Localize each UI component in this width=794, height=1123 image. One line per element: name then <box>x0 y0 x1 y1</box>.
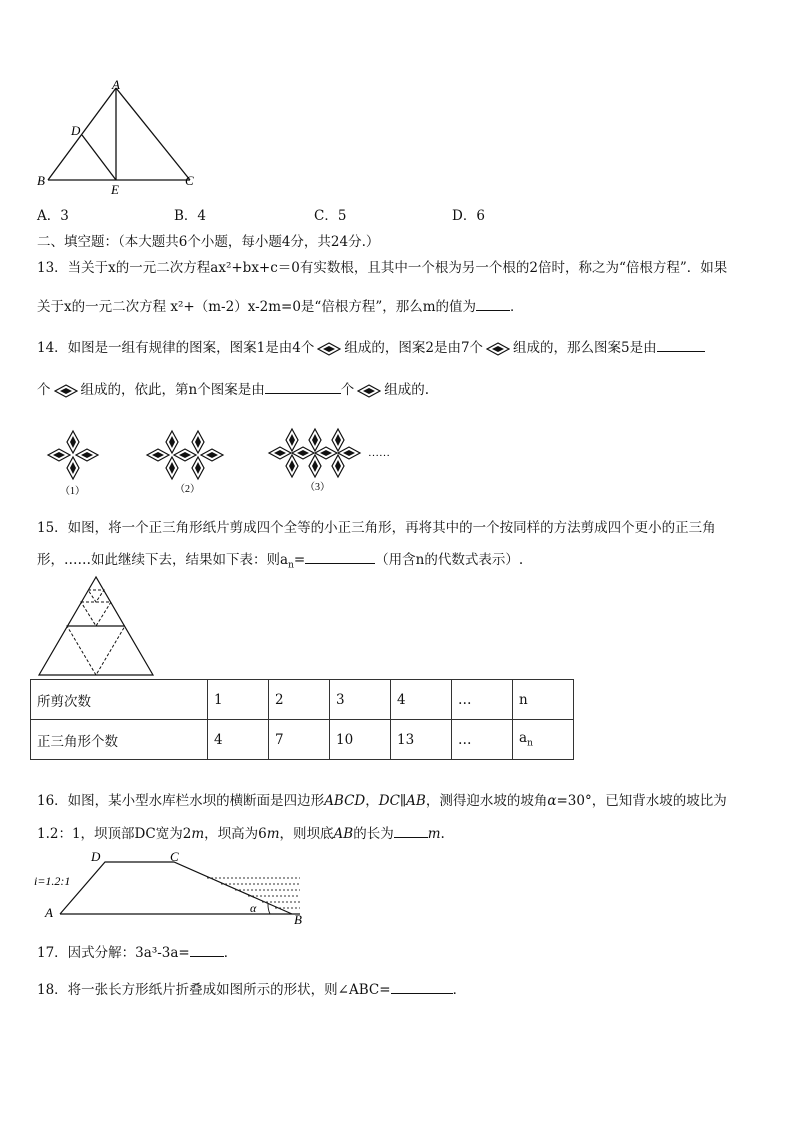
q15-table <box>30 679 574 760</box>
q14-answer-blank-1[interactable] <box>657 338 705 352</box>
label-d: D <box>71 123 81 138</box>
diamond-icon <box>486 342 510 356</box>
q15-line2-a: 形，……如此继续下去，结果如下表：则a <box>37 552 289 568</box>
table-cell: 4 <box>208 720 269 760</box>
diamond-icon <box>357 384 381 398</box>
q16-l1-f: α <box>547 793 557 809</box>
q16-l1-d: DC∥AB <box>378 793 426 809</box>
ellipsis: …… <box>368 447 390 459</box>
an-base: a <box>519 730 528 747</box>
q16-l1-b: ABCD <box>324 793 366 809</box>
table-row <box>31 720 574 760</box>
q15-sub-n: n <box>288 560 294 571</box>
option-b[interactable]: B．4 <box>174 208 207 224</box>
table-cell: 13 <box>391 720 452 760</box>
pattern-3-label: （3） <box>305 482 330 493</box>
q17-answer-blank[interactable] <box>190 943 224 957</box>
table-cell: 正三角形个数 <box>31 720 208 760</box>
pattern-3 <box>269 429 360 477</box>
pattern-2 <box>147 431 223 479</box>
option-a[interactable]: A．3 <box>37 208 69 224</box>
table-cell: 10 <box>330 720 391 760</box>
q14-l1-c: 组成的，那么图案5是由 <box>513 340 657 356</box>
label-b: B <box>37 173 45 188</box>
label-alpha: α <box>250 901 257 915</box>
q16-l2-m2: m <box>266 826 280 842</box>
q16-l2-e: . <box>440 826 445 842</box>
label-a: A <box>112 78 120 92</box>
figure-dam-q16 <box>32 848 312 928</box>
q17 <box>37 943 237 962</box>
q18-end: ． <box>452 982 467 998</box>
figure-patterns-q14 <box>40 420 400 500</box>
table-cell: 4 <box>391 680 452 720</box>
q16-l2-m1: m <box>191 826 205 842</box>
option-d[interactable]: D．6 <box>452 208 485 224</box>
q18-text: 18．将一张长方形纸片折叠成如图所示的形状，则∠ABC= <box>37 982 391 998</box>
q17-end: ． <box>223 945 238 961</box>
label-a: A <box>45 905 53 920</box>
an-sub: n <box>527 738 533 749</box>
q16-l2-ab: AB <box>333 826 354 842</box>
option-c[interactable]: C．5 <box>314 208 347 224</box>
figure-triangle-q12 <box>32 78 207 198</box>
table-cell: n <box>513 680 574 720</box>
q15-answer-blank[interactable] <box>305 550 375 564</box>
q13-line1: 13．当关于x的一元二次方程ax²+bx+c＝0有实数根，且其中一个根为另一个根的2倍时，称之为“倍根方程”．如果 <box>37 260 728 276</box>
pattern-1 <box>48 431 98 479</box>
q14-answer-blank-2[interactable] <box>265 380 341 394</box>
q13-answer-blank[interactable] <box>476 297 510 311</box>
q18 <box>37 980 466 999</box>
label-e: E <box>111 182 119 197</box>
diamond-icon <box>54 384 78 398</box>
q14-l2-a: 个 <box>37 382 51 398</box>
section-heading: 二、填空题：（本大题共6个小题，每小题4分，共24分.） <box>37 234 380 250</box>
q15-line2 <box>37 550 523 575</box>
q16-l2-d: 的长为 <box>353 826 394 842</box>
q15-line2-c: （用含n的代数式表示）. <box>375 552 524 568</box>
q17-text: 17．因式分解：3a³-3a= <box>37 945 190 961</box>
pattern-2-label: （2） <box>175 484 200 495</box>
figure-triangle-q15 <box>36 575 158 679</box>
q13-line2-end: ． <box>510 299 524 315</box>
q16-l1-g: =30°，已知背水坡的坡比为 <box>556 793 727 809</box>
q14-l1-a: 14．如图是一组有规律的图案，图案1是由4个 <box>37 340 315 356</box>
table-row <box>31 680 574 720</box>
table-cell: 7 <box>269 720 330 760</box>
slope-label: i=1.2:1 <box>34 874 71 888</box>
label-c: C <box>185 173 194 188</box>
q14-line1 <box>37 338 705 357</box>
q16-line2 <box>37 824 445 843</box>
q16-l2-b: ，坝高为6 <box>204 826 267 842</box>
q16-l2-c: ，则坝底 <box>279 826 334 842</box>
label-b: B <box>294 912 302 927</box>
pattern-1-label: （1） <box>60 486 85 497</box>
table-cell: … <box>452 680 513 720</box>
table-cell: 所剪次数 <box>31 680 208 720</box>
q16-line1 <box>37 792 727 810</box>
q15-line1: 15．如图，将一个正三角形纸片剪成四个全等的小正三角形，再将其中的一个按同样的方法剪成四个更小的正三角 <box>37 520 716 536</box>
q14-l2-d: 组成的. <box>384 382 429 398</box>
table-cell: 1 <box>208 680 269 720</box>
q14-l1-b: 组成的，图案2是由7个 <box>344 340 484 356</box>
diamond-icon <box>317 342 341 356</box>
table-cell: 2 <box>269 680 330 720</box>
q15-line2-b: = <box>293 552 306 568</box>
q16-answer-blank[interactable] <box>394 824 428 838</box>
q14-l2-c: 个 <box>340 382 355 398</box>
q13-line2 <box>37 297 524 316</box>
q18-answer-blank[interactable] <box>391 980 453 994</box>
q14-line2 <box>37 380 429 399</box>
q16-l2-a: 1.2：1，坝顶部DC宽为2 <box>37 826 192 842</box>
q13-line2-text: 关于x的一元二次方程 x²+（m-2）x-2m=0是“倍根方程”，那么m的值为 <box>37 299 477 315</box>
label-c: C <box>170 849 179 864</box>
table-cell: 3 <box>330 680 391 720</box>
q16-l1-c: ， <box>365 793 379 809</box>
label-d: D <box>91 849 101 864</box>
q16-l2-m3: m <box>427 826 441 842</box>
table-cell: … <box>452 720 513 760</box>
table-cell <box>513 720 574 760</box>
q14-l2-b: 组成的，依此，第n个图案是由 <box>80 382 265 398</box>
q16-l1-e: ，测得迎水坡的坡角 <box>425 793 548 809</box>
q16-l1-a: 16．如图，某小型水库栏水坝的横断面是四边形 <box>37 793 325 809</box>
